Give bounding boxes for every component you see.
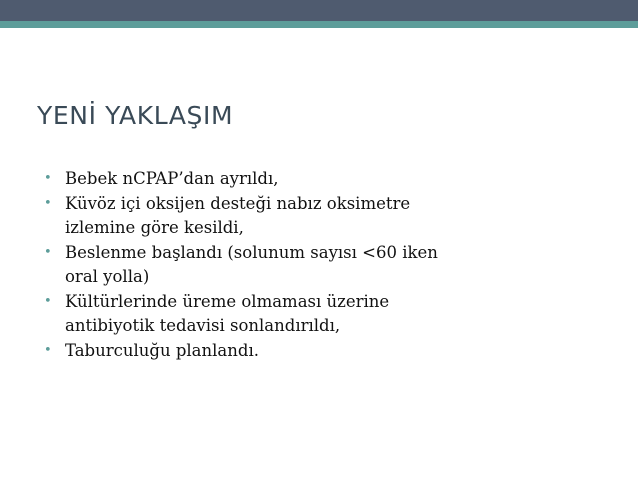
bullet-text: Küvöz içi oksijen desteği nabız oksimetre izlemine göre kesildi, bbox=[65, 193, 411, 237]
bullet-text: Kültürlerinde üreme olmaması üzerine antibiyotik tedavisi sonlandırıldı, bbox=[65, 291, 390, 335]
header-bar-dark bbox=[0, 0, 638, 21]
slide-title: YENİ YAKLAŞIM bbox=[37, 101, 234, 130]
bullet-item bbox=[44, 241, 604, 290]
header-bar-accent bbox=[0, 21, 638, 28]
bullet-item bbox=[44, 290, 604, 339]
bullet-item bbox=[44, 339, 604, 364]
bullet-dot-icon: • bbox=[44, 171, 52, 186]
bullet-item bbox=[44, 192, 604, 241]
bullet-text: Beslenme başlandı (solunum sayısı <60 iken oral yolla) bbox=[65, 242, 438, 286]
bullet-dot-icon: • bbox=[44, 342, 52, 358]
bullet-text: Taburculuğu planlandı. bbox=[65, 340, 259, 360]
bullet-item bbox=[44, 167, 604, 192]
bullet-list bbox=[44, 167, 604, 363]
bullet-text: Bebek nCPAP’dan ayrıldı, bbox=[65, 169, 279, 188]
bullet-dot-icon: • bbox=[44, 195, 52, 211]
bullet-dot-icon: • bbox=[44, 293, 52, 309]
bullet-dot-icon: • bbox=[44, 244, 52, 260]
